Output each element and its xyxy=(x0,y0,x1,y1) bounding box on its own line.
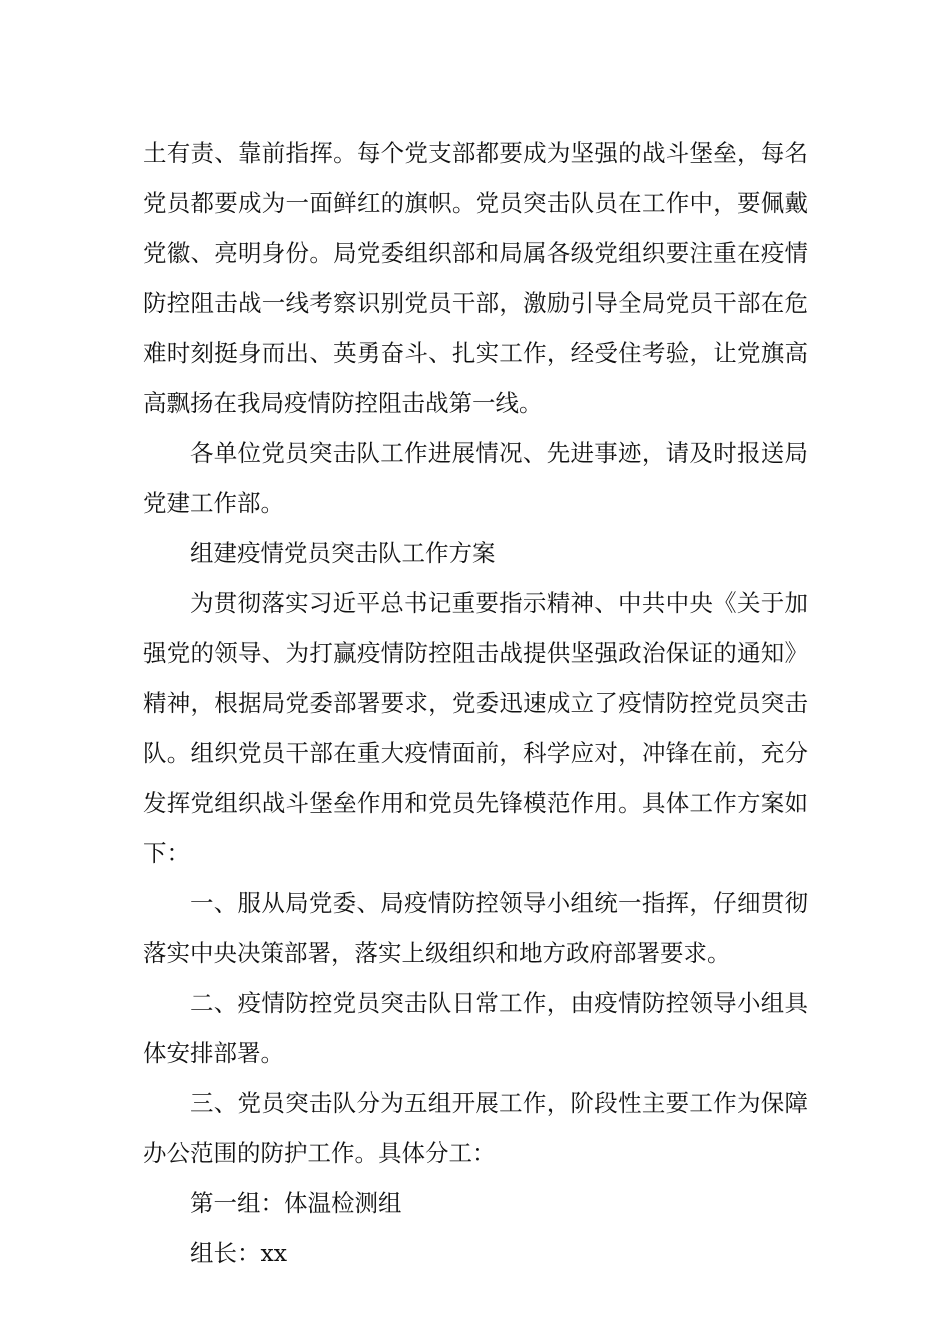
document-body xyxy=(143,128,808,1278)
paragraph-1: 土有责、靠前指挥。每个党支部都要成为坚强的战斗堡垒，每名党员都要成为一面鲜红的旗帜。党员突击队员在工作中，要佩戴党徽、亮明身份。局党委组织部和局属各级党组织要注重在疫情防控阻击战一线考察识别党员干部，激励引导全局党员干部在危难时刻挺身而出、英勇奋斗、扎实工作，经受住考验，让党旗高高飘扬在我局疫情防控阻击战第一线。 xyxy=(143,139,808,417)
group-title: 第一组：体温检测组 xyxy=(190,1189,402,1217)
group-leader: 组长：xx xyxy=(190,1239,288,1267)
paragraph-5: 一、服从局党委、局疫情防控领导小组统一指挥，仔细贯彻落实中央决策部署，落实上级组织和地方政府部署要求。 xyxy=(143,889,808,967)
section-heading: 组建疫情党员突击队工作方案 xyxy=(190,539,496,567)
paragraph-7: 三、党员突击队分为五组开展工作，阶段性主要工作为保障办公范围的防护工作。具体分工： xyxy=(143,1089,808,1167)
paragraph-6: 二、疫情防控党员突击队日常工作，由疫情防控领导小组具体安排部署。 xyxy=(143,989,808,1067)
paragraph-2: 各单位党员突击队工作进展情况、先进事迹，请及时报送局党建工作部。 xyxy=(143,439,808,517)
paragraph-4: 为贯彻落实习近平总书记重要指示精神、中共中央《关于加强党的领导、为打赢疫情防控阻击战提供坚强政治保证的通知》精神，根据局党委部署要求，党委迅速成立了疫情防控党员突击队。组织党员干部在重大疫情面前，科学应对，冲锋在前，充分发挥党组织战斗堡垒作用和党员先锋模范作用。具体工作方案如下： xyxy=(143,589,808,867)
